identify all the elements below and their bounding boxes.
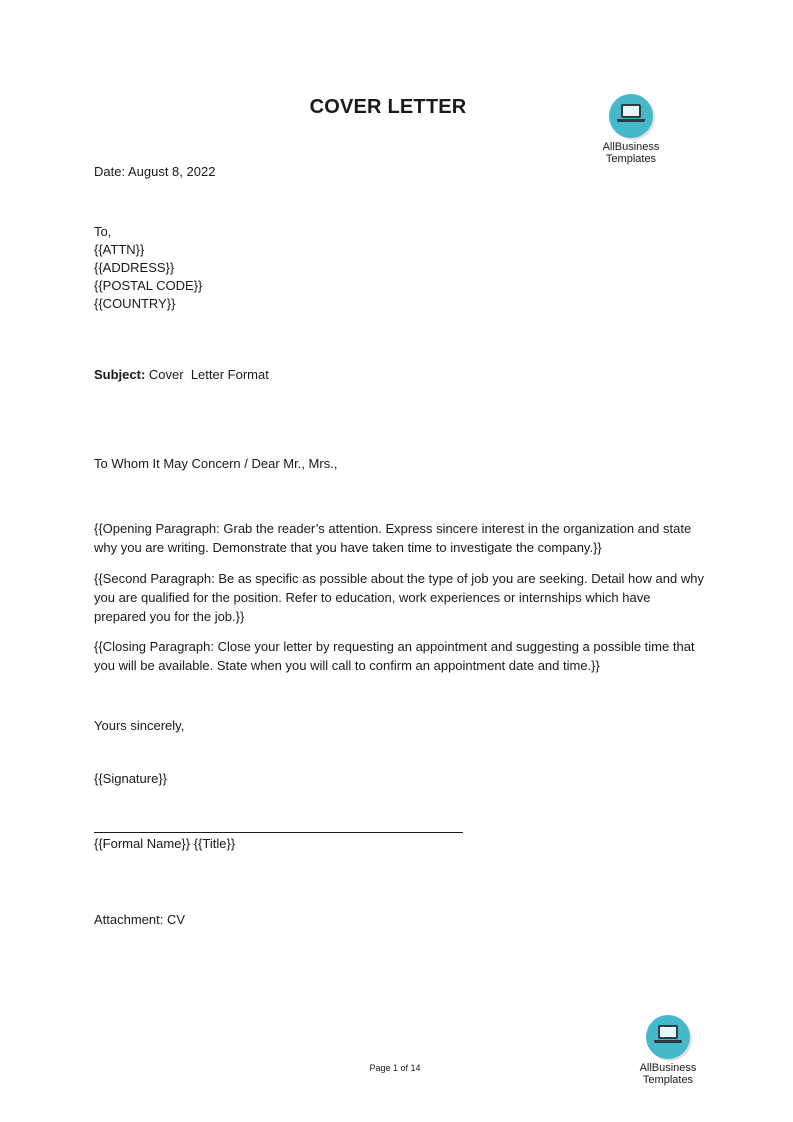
closing-paragraph: {{Closing Paragraph: Close your letter by requesting an appointment and suggesting a possible time that you will be available. State when you will call to confirm an appointment date and time.}}: [94, 639, 695, 673]
logo-line-2: Templates: [642, 1074, 694, 1086]
laptop-icon: [609, 94, 653, 138]
header-logo: [591, 94, 671, 165]
logo-text: [591, 141, 671, 165]
footer-logo: [628, 1015, 708, 1086]
document-title: COVER LETTER: [309, 96, 467, 118]
second-paragraph: {{Second Paragraph: Be as specific as possible about the type of job you are seeking. Detail how and why you are qualified for the position. Refer to education, work experiences or internships which have prepared you for the job.}}: [94, 571, 704, 624]
recipient-to: To,: [94, 224, 112, 239]
recipient-country: {{COUNTRY}}: [94, 296, 176, 311]
attachment-line: Attachment: CV: [94, 912, 186, 927]
recipient-address: {{ADDRESS}}: [94, 260, 175, 275]
recipient-postal-code: {{POSTAL CODE}}: [94, 278, 203, 293]
subject-value: Cover Letter Format: [148, 367, 269, 382]
laptop-icon: [646, 1015, 690, 1059]
opening-paragraph: {{Opening Paragraph: Grab the reader’s attention. Express sincere interest in the organization and state why you are writing. Demonstrate that you have taken time to investigate the company.}}: [94, 521, 692, 555]
logo-line-2: Templates: [605, 153, 657, 165]
signature-placeholder: {{Signature}}: [94, 771, 168, 786]
logo-line-1: AllBusiness: [602, 141, 660, 153]
greeting: To Whom It May Concern / Dear Mr., Mrs.,: [94, 456, 338, 471]
recipient-attn: {{ATTN}}: [94, 242, 145, 257]
recipient-block: [94, 223, 202, 313]
logo-text: [628, 1062, 708, 1086]
logo-line-1: AllBusiness: [639, 1062, 697, 1074]
subject-label: Subject:: [94, 367, 146, 382]
formal-name: {{Formal Name}} {{Title}}: [94, 836, 236, 851]
closing-line: Yours sincerely,: [94, 718, 185, 733]
date-line: Date: August 8, 2022: [94, 164, 216, 179]
page-number: Page 1 of 14: [369, 1063, 421, 1073]
signature-rule: [94, 832, 463, 833]
subject-line: [94, 366, 269, 384]
